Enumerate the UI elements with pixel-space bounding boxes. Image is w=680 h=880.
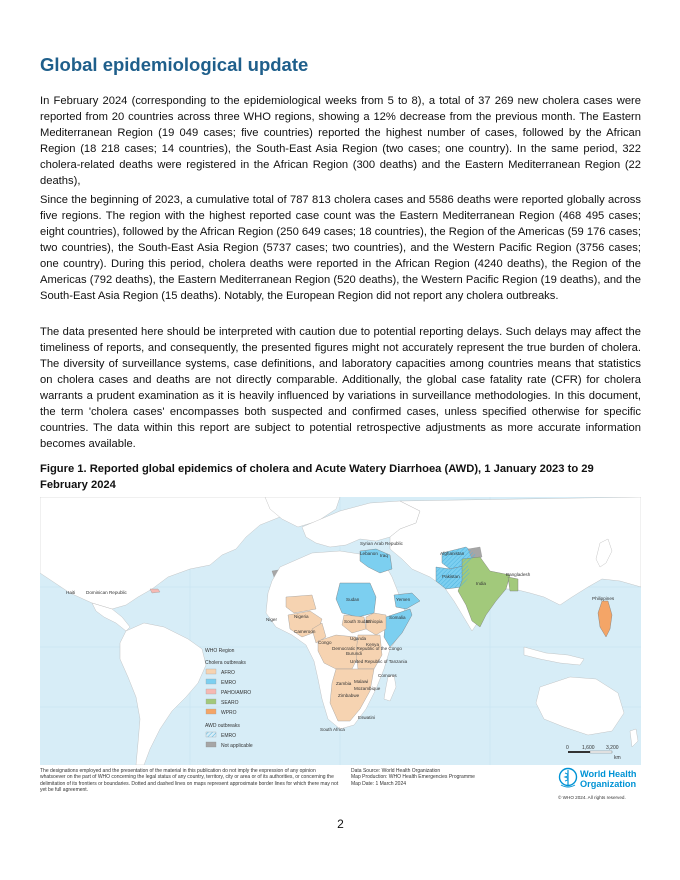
label-sudan: Sudan — [346, 597, 360, 602]
label-zimbabwe: Zimbabwe — [338, 693, 360, 698]
label-kenya: Kenya — [366, 642, 380, 647]
legend-label-emro: EMRO — [221, 680, 236, 686]
label-afghanistan: Afghanistan — [440, 551, 465, 556]
cholera-world-map — [40, 497, 641, 765]
paragraph-february-summary: In February 2024 (corresponding to the epidemiological weeks from 5 to 8), a total of 37 269 new cholera cases were reported from 20 countries across three WHO regions, showing a 12% decrease from the previous month. The Eastern Mediterranean Region (19 049 cases; five countries) reported the highest number of cases, followed by the African Region (18 218 cases; 14 countries), the South-East Asia Region (two cases; one country). In the same period, 322 cholera-related deaths were registered in the African Region (300 deaths) and the Eastern Mediterranean Region (22 deaths), — [40, 95, 641, 187]
label-india: India — [476, 581, 486, 586]
label-eswatini: Eswatini — [358, 715, 376, 720]
legend-swatch-na — [206, 742, 216, 747]
label-somalia: Somalia — [389, 615, 406, 620]
scale-segment-2 — [590, 751, 612, 753]
label-nigeria: Nigeria — [294, 614, 309, 619]
north-america-land — [40, 497, 305, 609]
label-drc: Democratic Republic of the Congo — [332, 646, 402, 651]
label-malawi: Malawi — [354, 679, 369, 684]
label-niger: Niger — [266, 617, 277, 622]
map-date-line: Map Date: 1 March 2024 — [351, 780, 407, 787]
label-bangladesh: Bangladesh — [506, 572, 531, 577]
bangladesh-region — [508, 577, 518, 591]
who-logo — [558, 767, 642, 803]
map-data-source-block — [351, 768, 501, 787]
legend-label-searo: SEARO — [221, 700, 239, 706]
page-number: 2 — [337, 817, 344, 831]
scale-tick-0: 0 — [566, 745, 569, 751]
label-south-africa: South Africa — [320, 727, 345, 732]
label-south-sudan: South Sudan — [344, 619, 371, 624]
data-source-line: Data Source: World Health Organization — [351, 768, 441, 774]
scale-tick-1600: 1,600 — [582, 745, 595, 751]
haiti-dr-shape — [150, 589, 160, 593]
indonesia-land — [524, 647, 584, 665]
legend-swatch-paho — [206, 689, 216, 694]
label-congo: Congo — [318, 640, 332, 645]
legend-label-paho: PAHO/AMRO — [221, 690, 252, 696]
legend-swatch-awd-emro — [206, 732, 216, 737]
label-tanzania: United Republic of Tanzania — [350, 659, 408, 664]
scale-tick-3200: 3,200 — [606, 745, 619, 751]
legend-awd-title: AWD outbreaks — [205, 723, 240, 729]
who-copyright: © WHO 2024. All rights reserved. — [558, 795, 626, 800]
legend-swatch-wpro — [206, 709, 216, 714]
who-emblem-icon — [558, 767, 578, 789]
who-name-line-2: Organization — [580, 778, 637, 789]
label-pakistan: Pakistan — [442, 574, 460, 579]
australia-land — [536, 677, 624, 735]
legend-label-wpro: WPRO — [221, 710, 237, 716]
legend-cholera-title: Cholera outbreaks — [205, 660, 246, 666]
who-name-line-1: World Health — [580, 769, 637, 779]
label-yemen: Yemen — [396, 597, 411, 602]
label-zambia: Zambia — [336, 681, 352, 686]
madagascar-land — [384, 675, 396, 701]
label-syria: Syrian Arab Republic — [360, 541, 403, 546]
legend-label-awd-emro: EMRO — [221, 733, 236, 739]
scale-unit: km — [614, 755, 621, 761]
label-mozambique: Mozambique — [354, 686, 381, 691]
label-cameroon: Cameroon — [294, 629, 316, 634]
map-legend — [205, 648, 253, 749]
world-map-svg — [40, 497, 641, 765]
new-zealand-land — [630, 729, 638, 747]
figure-caption: Figure 1. Reported global epidemics of cholera and Acute Watery Diarrhoea (AWD), 1 January 2023 to 29 February 2024 — [40, 463, 594, 491]
label-uganda: Uganda — [350, 636, 367, 641]
paragraph-cumulative-summary: Since the beginning of 2023, a cumulative total of 787 813 cholera cases and 5586 deaths were reported globally across five regions. The region with the highest reported case count was the Eastern Mediterranean Region (468 495 cases; eight countries), followed by the African Region (250 649 cases; 18 countries), the Region of the Americas (59 176 cases; two countries), the South-East Asia Region (5737 cases; two countries), and the Western Pacific Region (3756 cases; one country). During this period, cholera deaths were reported in the African Region (4240 deaths), the Region of the Americas (792 deaths), the Eastern Mediterranean Region (520 deaths), the Western Pacific Region (19 deaths), and the South-East Asia Region (15 deaths). Notably, the European Region did not report any cholera outbreaks. — [40, 194, 641, 302]
scale-segment-1 — [568, 751, 590, 753]
label-burundi: Burundi — [346, 651, 362, 656]
map-disclaimer: The designations employed and the presentation of the material in this publication do not imply the expression of any opinion whatsoever on the part of WHO concerning the legal status of any country, territory, city or area or of its authorities, or concerning the delimitation of its frontiers or boundaries. Dotted and dashed lines on maps represent approximate border lines for which there may not yet be full agreement. — [40, 768, 339, 794]
label-comoros: Comoros — [378, 673, 397, 678]
map-scale-bar — [566, 745, 621, 761]
page-heading: Global epidemiological update — [40, 54, 309, 75]
map-footer — [40, 765, 641, 807]
legend-label-afro: AFRO — [221, 670, 235, 676]
legend-who-region-title: WHO Region — [205, 648, 235, 654]
label-philippines: Philippines — [592, 596, 615, 601]
label-haiti: Haiti — [66, 590, 76, 595]
south-america-land — [120, 623, 206, 765]
label-iraq: Iraq — [380, 553, 388, 558]
legend-swatch-searo — [206, 699, 216, 704]
philippines-region — [598, 601, 612, 637]
map-production-line: Map Production: WHO Health Emergencies Programme — [351, 774, 475, 781]
legend-swatch-emro — [206, 679, 216, 684]
legend-swatch-afro — [206, 669, 216, 674]
who-name — [580, 770, 637, 789]
label-lebanon: Lebanon — [360, 551, 378, 556]
label-ethiopia: Ethiopia — [366, 619, 383, 624]
legend-label-na: Not applicable — [221, 743, 253, 749]
paragraph-caution-note: The data presented here should be interpreted with caution due to potential reporting delays. Such delays may affect the timeliness of reports, and consequently, the presented figures might not accurately represent the true burden of cholera. The diversity of surveillance systems, case definitions, and laboratory capacities among countries means that statistics on cholera cases and deaths are not directly comparable. Additionally, the global case fatality rate (CFR) for cholera warrants a prudent examination as it is heavily influenced by variations in surveillance methodologies. In this document, the term 'cholera cases' encompasses both suspected and confirmed cases, unless specified otherwise for specific countries. The data within this report are subject to potential retrospective adjustments as more accurate information becomes available. — [40, 326, 641, 450]
label-dominican-republic: Dominican Republic — [86, 590, 127, 595]
